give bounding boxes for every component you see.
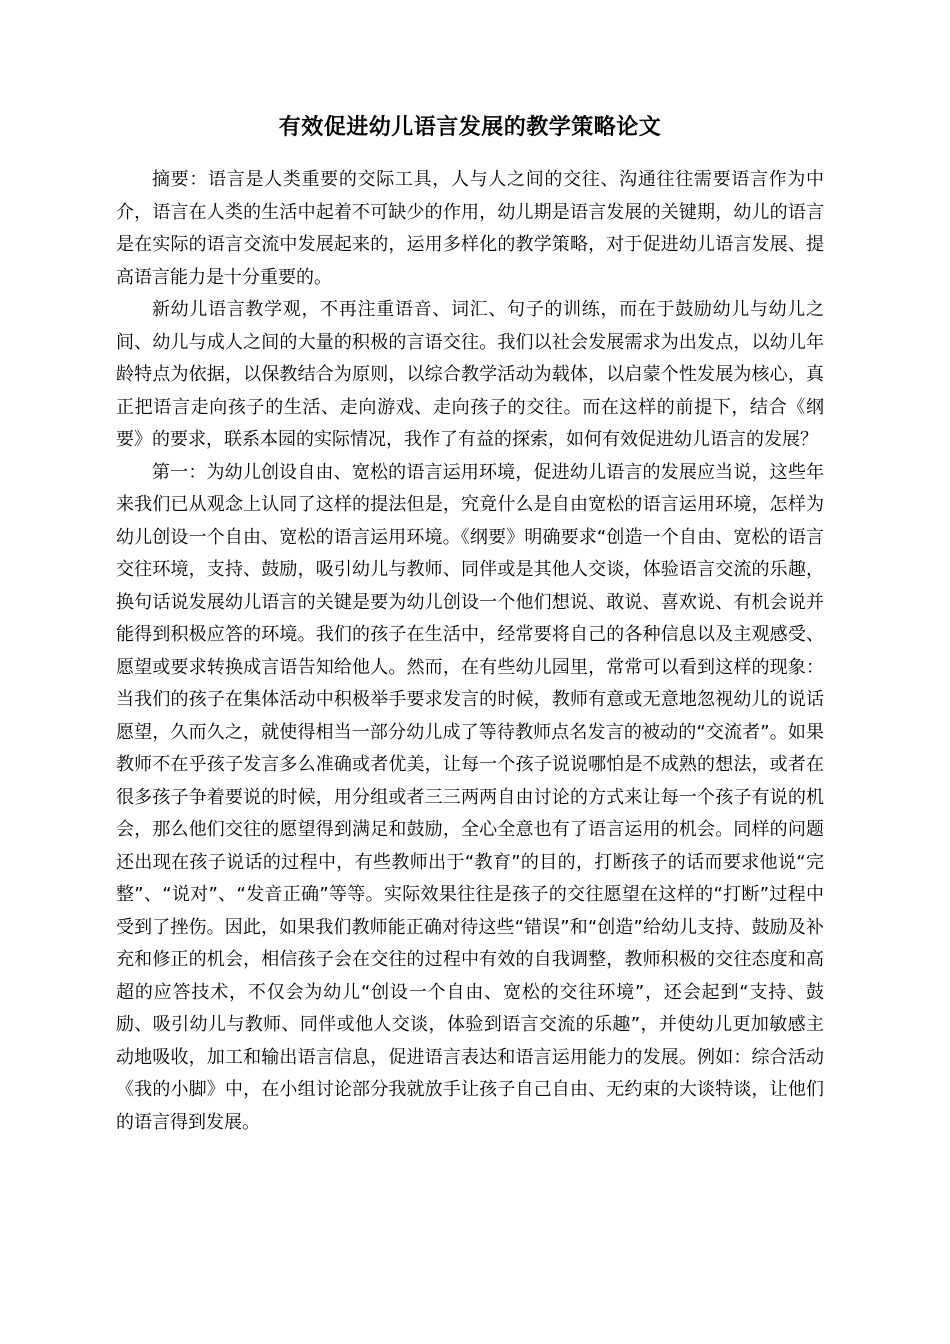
body-paragraph: 第一：为幼儿创设自由、宽松的语言运用环境，促进幼儿语言的发展应当说，这些年来我们已从观念上认同了这样的提法但是，究竟什么是自由宽松的语言运用环境，怎样为幼儿创设一个自由、宽松的语言运用环境。《纲要》明确要求“创造一个自由、宽松的语言交往环境，支持、鼓励，吸引幼儿与教师、同伴或是其他人交谈，体验语言交流的乐趣，换句话说发展幼儿语言的关键是要为幼儿创设一个他们想说、敢说、喜欢说、有机会说并能得到积极应答的环境。我们的孩子在生活中，经常要将自己的各种信息以及主观感受、愿望或要求转换成言语告知给他人。然而，在有些幼儿园里，常常可以看到这样的现象：当我们的孩子在集体活动中积极举手要求发言的时候，教师有意或无意地忽视幼儿的说话愿望，久而久之，就使得相当一部分幼儿成了等待教师点名发言的被动的“交流者”。如果教师不在乎孩子发言多么准确或者优美，让每一个孩子说说哪怕是不成熟的想法，或者在很多孩子争着要说的时候，用分组或者三三两两自由讨论的方式来让每一个孩子有说的机会，那么他们交往的愿望得到满足和鼓励，全心全意也有了语言运用的机会。同样的问题还出现在孩子说话的过程中，有些教师出于“教育”的目的，打断孩子的话而要求他说“完整”、“说对”、“发音正确”等等。实际效果往往是孩子的交往愿望在这样的“打断”过程中受到了挫伤。因此，如果我们教师能正确对待这些“错误”和“创造”给幼儿支持、鼓励及补充和修正的机会，相信孩子会在交往的过程中有效的自我调整，教师积极的交往态度和高超的应答技术，不仅会为幼儿“创设一个自由、宽松的交往环境”，还会起到“支持、鼓励、吸引幼儿与教师、同伴或他人交谈，体验到语言交流的乐趣”，并使幼儿更加敏感主动地吸收，加工和输出语言信息，促进语言表达和语言运用能力的发展。例如：综合活动《我的小脚》中，在小组讨论部分我就放手让孩子自己自由、无约束的大谈特谈，让他们的语言得到发展。 <box>116 461 824 1133</box>
body-paragraph: 新幼儿语言教学观，不再注重语音、词汇、句子的训练，而在于鼓励幼儿与幼儿之间、幼儿与成人之间的大量的积极的言语交往。我们以社会发展需求为出发点，以幼儿年龄特点为依据，以保教结合为原则，以综合教学活动为载体，以启蒙个性发展为核心，真正把语言走向孩子的生活、走向游戏、走向孩子的交往。而在这样的前提下，结合《纲要》的要求，联系本园的实际情况，我作了有益的探索，如何有效促进幼儿语言的发展？ <box>116 299 824 450</box>
document-title: 有效促进幼儿语言发展的教学策略论文 <box>278 115 662 140</box>
abstract-paragraph: 摘要：语言是人类重要的交际工具，人与人之间的交往、沟通往往需要语言作为中介，语言在人类的生活中起着不可缺少的作用，幼儿期是语言发展的关键期，幼儿的语言是在实际的语言交流中发展起来的，运用多样化的教学策略，对于促进幼儿语言发展、提高语言能力是十分重要的。 <box>116 169 824 288</box>
